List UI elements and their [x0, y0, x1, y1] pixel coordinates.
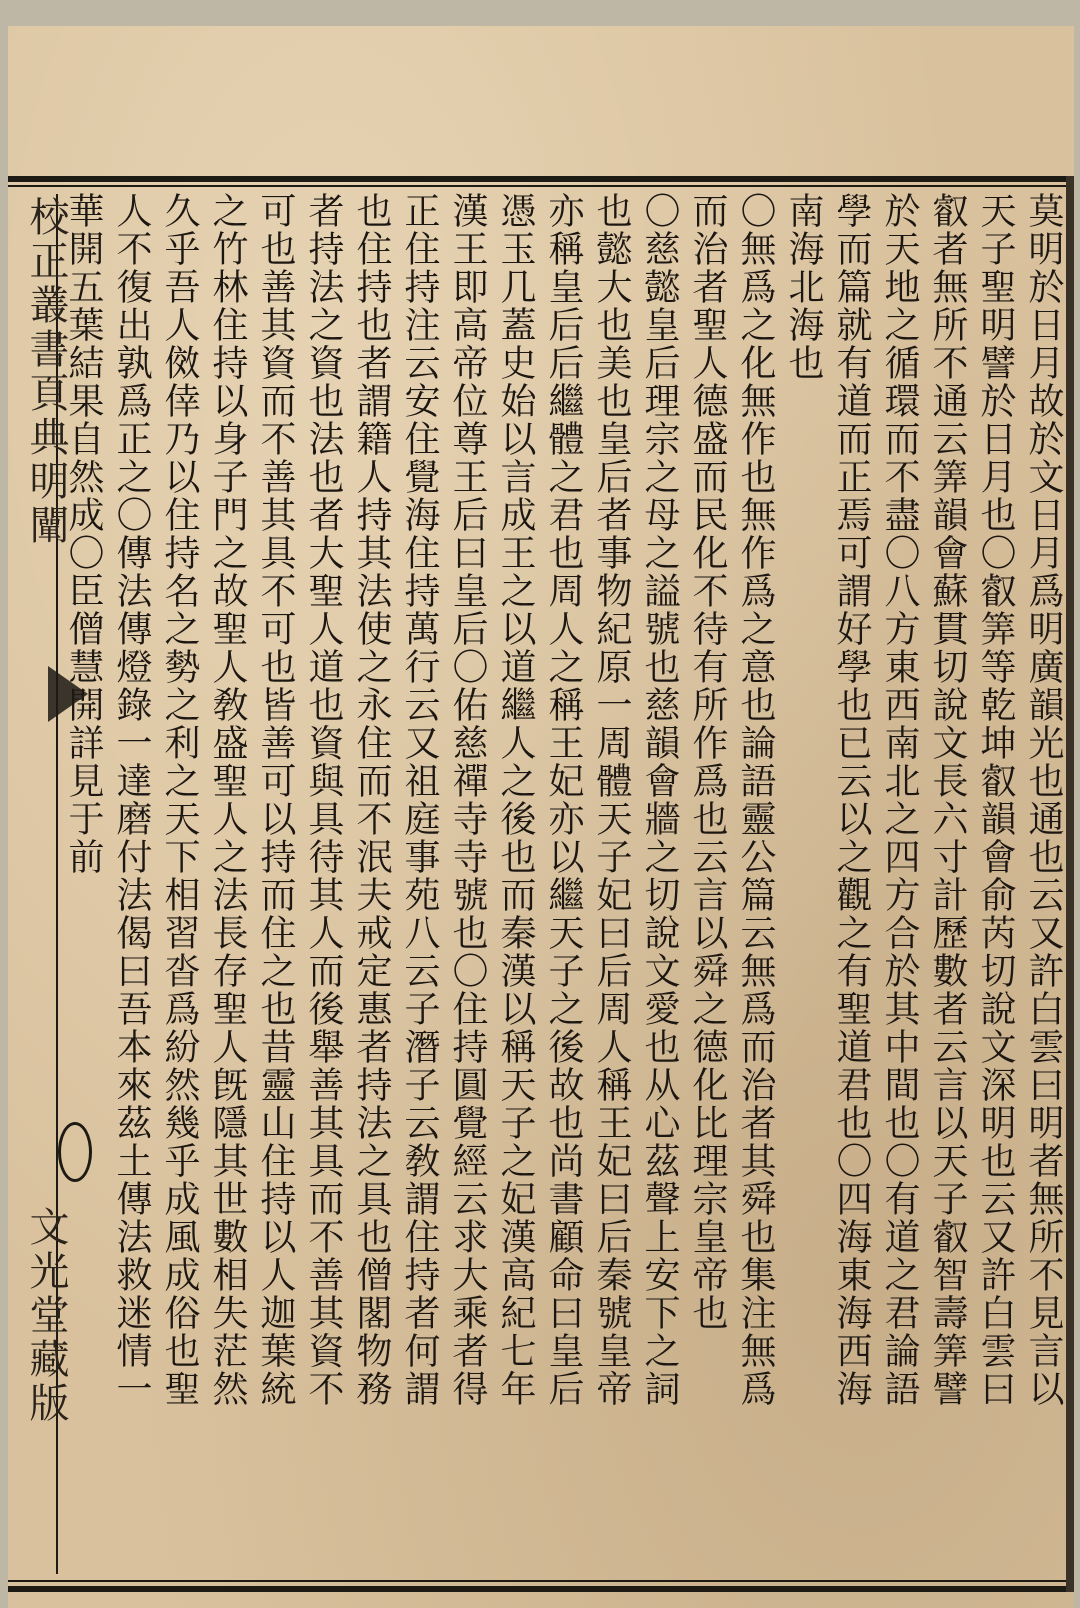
margin-publisher: 文光堂藏版 [23, 1206, 69, 1426]
text-column-13: 漢王即高帝位尊王后曰皇后〇佑慈禪寺寺號也〇住持圓覺經云求大乘者得 [447, 192, 488, 1408]
text-column-20: 人不復出孰爲正之〇傳法傳燈錄一達磨付法偈曰吾本來茲土傳法救迷情一 [111, 192, 152, 1408]
text-column-6: 南海北海也 [783, 192, 824, 382]
text-column-4: 於天地之循環而不盡〇八方東西南北之四方合於其中間也〇有道之君論語 [879, 192, 920, 1408]
text-column-19: 久乎吾人傚倖乃以住持名之勢之利之天下相習沓爲紛然幾乎成風成俗也聖 [159, 192, 200, 1408]
right-frame-edge [1066, 176, 1074, 1592]
text-column-12: 憑玉几蓋史始以言成王之以道繼人之後也而秦漢以稱天子之妃漢高紀七年 [495, 192, 536, 1408]
text-column-1: 莫明於日月故於文日月爲明廣韻光也通也云又許白雲曰明者無所不見言以 [1023, 192, 1064, 1408]
text-column-3: 叡者無所不通云筭韻會蘇貫切說文長六寸計歷數者云言以天子叡智壽筭譬 [927, 192, 968, 1408]
text-column-7: 〇無爲之化無作也無作爲之意也論語靈公篇云無爲而治者其舜也集注無爲 [735, 192, 776, 1408]
book-page [8, 26, 1074, 1608]
text-column-9: 〇慈懿皇后理宗之母之謚號也慈韻會牆之切說文愛也从心茲聲上安下之詞 [639, 192, 680, 1408]
text-column-16: 者持法之資也法也者大聖人道也資與具待其人而後舉善其具而不善其資不 [303, 192, 344, 1408]
bottom-frame-line-inner [8, 1580, 1074, 1582]
text-column-8: 而治者聖人德盛而民化不待有所作爲也云言以舜之德化比理宗皇帝也 [687, 192, 728, 1332]
text-column-18: 之竹林住持以身子門之故聖人敎盛聖人之法長存聖人旣隱其世數相失茫然 [207, 192, 248, 1408]
text-column-2: 天子聖明譬於日月也〇叡筭等乾坤叡韻會俞芮切說文深明也云又許白雲曰 [975, 192, 1016, 1408]
text-column-15: 也住持也者謂籍人持其法使之永住而不泯夫戒定惠者持法之具也僧閣物務 [351, 192, 392, 1408]
text-column-21: 華開五葉結果自然成〇臣僧慧開詳見于前 [63, 192, 104, 876]
text-column-11: 亦稱皇后后繼體之君也周人之稱王妃亦以繼天子之後故也尚書顧命曰皇后 [543, 192, 584, 1408]
top-frame-line [8, 176, 1074, 182]
text-column-17: 可也善其資而不善其具不可也皆善可以持而住之也昔靈山住持以人迦葉統 [255, 192, 296, 1408]
bottom-frame-line [8, 1586, 1074, 1592]
text-column-5: 學而篇就有道而正焉可謂好學也已云以之觀之有聖道君也〇四海東海西海 [831, 192, 872, 1408]
top-frame-line-inner [8, 185, 1074, 187]
text-column-10: 也懿大也美也皇后者事物紀原一周體天子妃曰后周人稱王妃曰后秦號皇帝 [591, 192, 632, 1408]
margin-title: 校正叢書頁典明闡 [23, 196, 69, 548]
text-column-14: 正住持注云安住覺海住持萬行云又祖庭事苑八云子潛子云敎謂住持者何謂 [399, 192, 440, 1408]
